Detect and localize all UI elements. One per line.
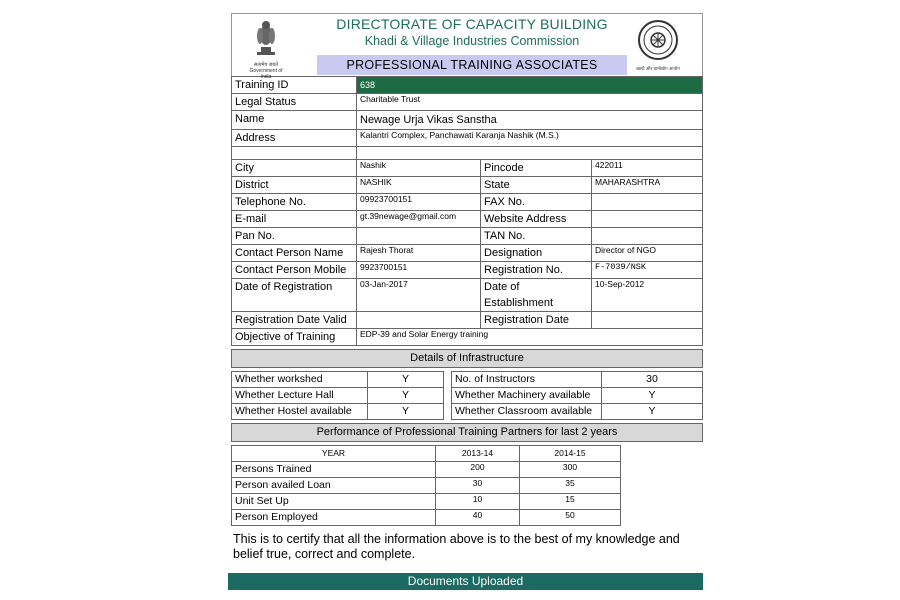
field-label: Pincode — [481, 160, 592, 177]
field-label: FAX No. — [481, 194, 592, 211]
legal-status-value: Charitable Trust — [357, 94, 703, 111]
field-label: Designation — [481, 245, 592, 262]
field-value — [592, 194, 703, 211]
table-row — [232, 494, 621, 510]
objective-value: EDP-39 and Solar Energy training — [357, 329, 703, 346]
address-value: Kalantri Complex, Panchawati Karanja Nashik (M.S.) — [357, 130, 703, 147]
field-label: Pan No. — [232, 228, 357, 245]
organization-title — [317, 16, 627, 48]
performance-value: 40 — [436, 510, 520, 526]
field-value: Nashik — [357, 160, 481, 177]
table-row — [232, 262, 703, 279]
national-emblem — [246, 17, 286, 80]
year-column-header: 2013-14 — [436, 446, 520, 462]
kvic-seal — [636, 19, 680, 75]
infrastructure-label: Whether Classroom available — [452, 404, 602, 420]
directorate-title: DIRECTORATE OF CAPACITY BUILDING — [336, 16, 608, 32]
performance-heading: Performance of Professional Training Partners for last 2 years — [231, 423, 703, 442]
field-value: 422011 — [592, 160, 703, 177]
government-of-india-label: Government of India — [249, 68, 283, 80]
table-row — [232, 462, 621, 478]
field-value: Director of NGO — [592, 245, 703, 262]
table-row — [232, 388, 703, 404]
address-label: Address — [232, 130, 357, 147]
table-row — [232, 228, 703, 245]
field-label: Registration No. — [481, 262, 592, 279]
table-row — [232, 211, 703, 228]
performance-label: Person availed Loan — [232, 478, 436, 494]
infrastructure-label: Whether Lecture Hall — [232, 388, 368, 404]
ashoka-emblem-icon — [251, 17, 281, 57]
performance-value: 50 — [520, 510, 621, 526]
field-value: 9923700151 — [357, 262, 481, 279]
table-row — [232, 478, 621, 494]
performance-value: 15 — [520, 494, 621, 510]
field-value: 09923700151 — [357, 194, 481, 211]
table-row — [232, 279, 703, 312]
field-value — [357, 228, 481, 245]
name-value: Newage Urja Vikas Sanstha — [357, 111, 703, 130]
table-row — [232, 245, 703, 262]
table-row — [232, 77, 703, 94]
column-spacer — [444, 388, 452, 404]
objective-label: Objective of Training — [232, 329, 357, 346]
table-row — [232, 312, 703, 329]
field-value: gt.39newage@gmail.com — [357, 211, 481, 228]
performance-label: Unit Set Up — [232, 494, 436, 510]
documents-uploaded-bar: Documents Uploaded — [228, 573, 703, 590]
seal-caption: खादी और ग्रामोद्योग आयोग — [636, 66, 680, 71]
table-row — [232, 404, 703, 420]
infrastructure-value: Y — [368, 388, 444, 404]
infrastructure-heading: Details of Infrastructure — [231, 349, 703, 368]
table-row — [232, 177, 703, 194]
performance-value: 10 — [436, 494, 520, 510]
field-label: Registration Date Valid — [232, 312, 357, 329]
infrastructure-value: Y — [368, 404, 444, 420]
table-row — [232, 510, 621, 526]
performance-table — [231, 445, 621, 526]
field-value: NASHIK — [357, 177, 481, 194]
table-row — [232, 130, 703, 147]
field-value — [357, 312, 481, 329]
infrastructure-label: No. of Instructors — [452, 372, 602, 388]
field-label: City — [232, 160, 357, 177]
performance-value: 200 — [436, 462, 520, 478]
year-column-header: 2014-15 — [520, 446, 621, 462]
table-row — [232, 111, 703, 130]
table-row — [232, 94, 703, 111]
training-id-value: 638 — [357, 77, 703, 94]
table-row — [232, 329, 703, 346]
name-label: Name — [232, 111, 357, 130]
training-form — [231, 13, 703, 584]
details-table — [231, 159, 703, 329]
training-id-label: Training ID — [232, 77, 357, 94]
performance-label: Person Employed — [232, 510, 436, 526]
performance-value: 35 — [520, 478, 621, 494]
field-value — [592, 312, 703, 329]
basic-info-table — [231, 76, 703, 160]
infrastructure-value: Y — [602, 388, 703, 404]
year-header: YEAR — [232, 446, 436, 462]
field-label: Date of Establishment — [481, 279, 592, 312]
infrastructure-label: Whether Machinery available — [452, 388, 602, 404]
performance-value: 300 — [520, 462, 621, 478]
table-row — [232, 194, 703, 211]
spacer-row — [232, 147, 703, 160]
field-value: MAHARASHTRA — [592, 177, 703, 194]
field-label: Telephone No. — [232, 194, 357, 211]
commission-title: Khadi & Village Industries Commission — [364, 34, 580, 48]
performance-label: Persons Trained — [232, 462, 436, 478]
field-value — [592, 228, 703, 245]
field-value: F-7039/NSK — [592, 262, 703, 279]
field-label: E-mail — [232, 211, 357, 228]
field-label: Contact Person Name — [232, 245, 357, 262]
legal-status-label: Legal Status — [232, 94, 357, 111]
infrastructure-value: Y — [602, 404, 703, 420]
field-value: 10-Sep-2012 — [592, 279, 703, 312]
objective-table — [231, 328, 703, 346]
column-spacer — [444, 372, 452, 388]
field-value — [592, 211, 703, 228]
infrastructure-label: Whether workshed — [232, 372, 368, 388]
field-value: 03-Jan-2017 — [357, 279, 481, 312]
table-row — [232, 160, 703, 177]
field-value: Rajesh Thorat — [357, 245, 481, 262]
certification-statement: This is to certify that all the information above is to the best of my knowledge and belief true, correct and complete. — [233, 532, 680, 561]
infrastructure-table — [231, 371, 703, 420]
form-banner: PROFESSIONAL TRAINING ASSOCIATES — [317, 55, 627, 75]
field-label: TAN No. — [481, 228, 592, 245]
performance-value: 30 — [436, 478, 520, 494]
infrastructure-value: 30 — [602, 372, 703, 388]
table-row — [232, 372, 703, 388]
form-header — [231, 13, 703, 80]
field-label: District — [232, 177, 357, 194]
field-label: Contact Person Mobile — [232, 262, 357, 279]
kvic-seal-icon — [637, 19, 679, 61]
field-label: Date of Registration — [232, 279, 357, 312]
emblem-caption: सत्यमेव जयते — [253, 62, 279, 68]
field-label: Registration Date — [481, 312, 592, 329]
field-label: Website Address — [481, 211, 592, 228]
column-spacer — [444, 404, 452, 420]
field-label: State — [481, 177, 592, 194]
infrastructure-label: Whether Hostel available — [232, 404, 368, 420]
infrastructure-value: Y — [368, 372, 444, 388]
table-row — [232, 446, 621, 462]
